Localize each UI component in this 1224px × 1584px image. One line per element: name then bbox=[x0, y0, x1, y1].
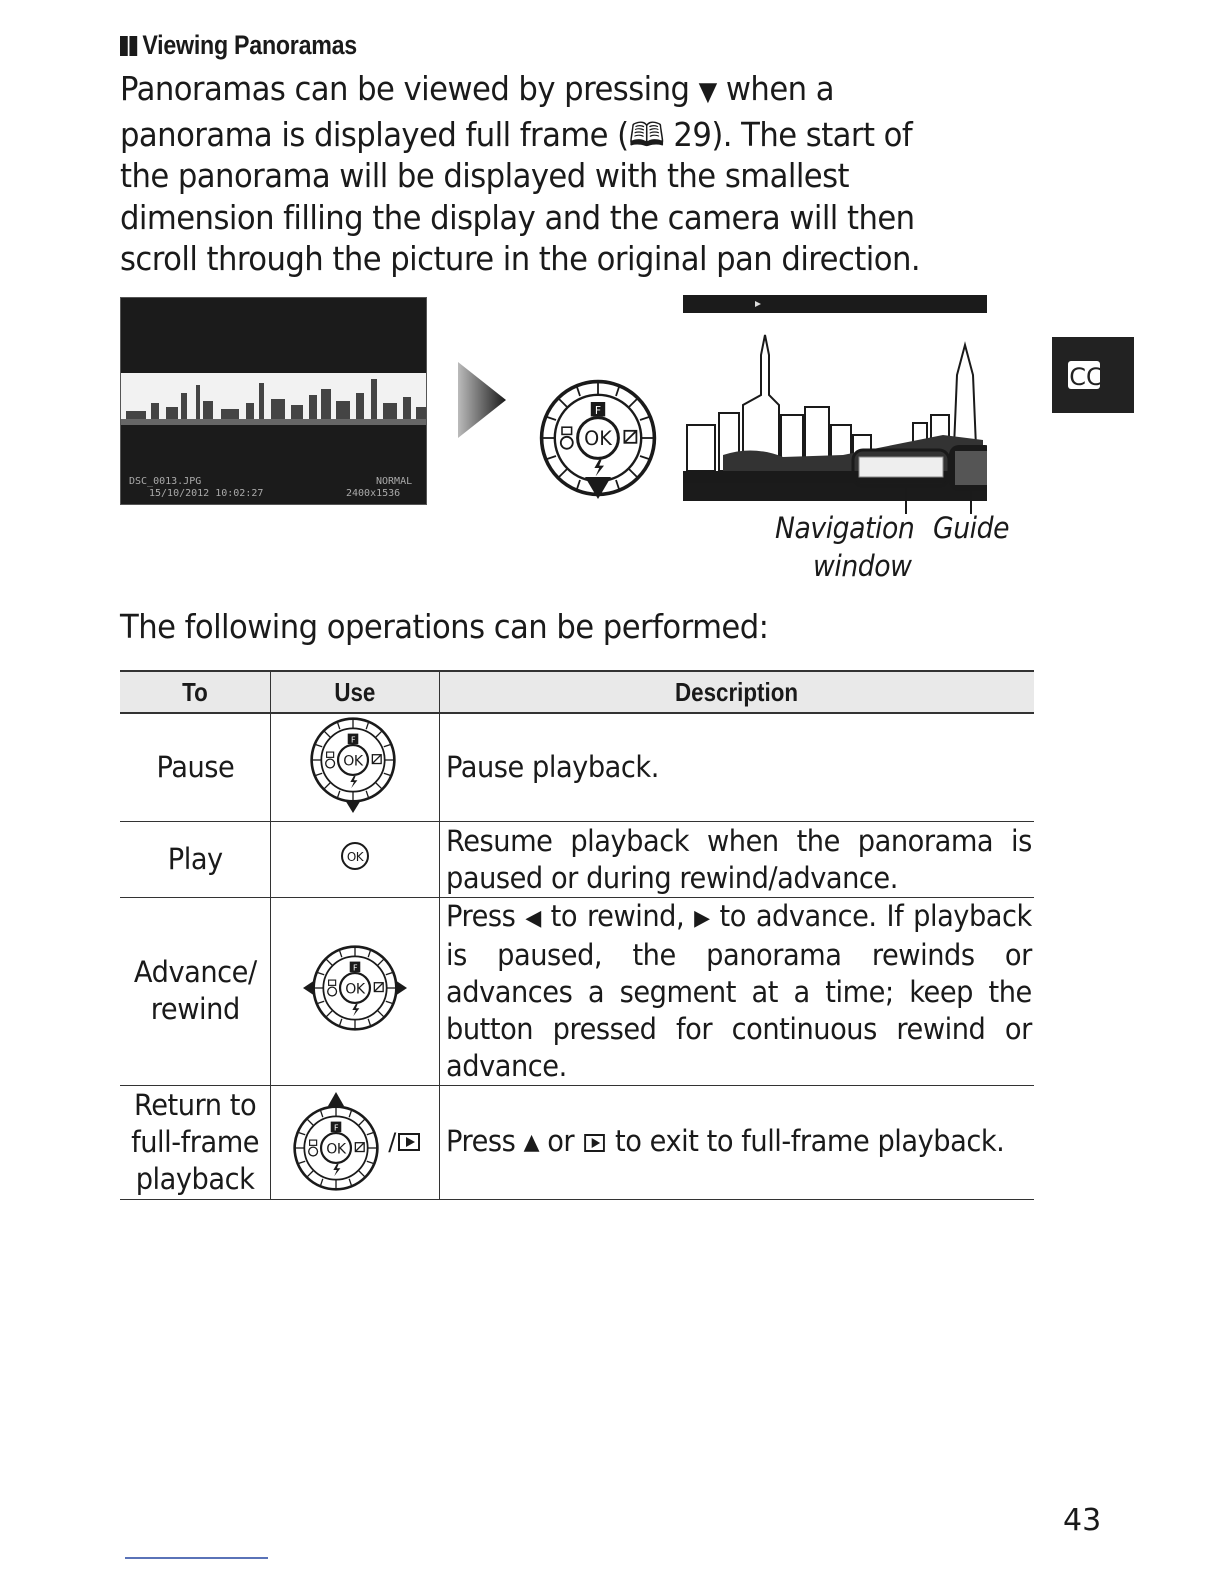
page-number: 43 bbox=[1063, 1503, 1102, 1538]
book-icon: 🕮 bbox=[628, 114, 665, 154]
table-row bbox=[120, 1085, 1034, 1199]
screen-info-size: 2400x1536 bbox=[346, 488, 401, 499]
intro-paragraph: Panoramas can be viewed by pressing ▼ when a panorama is displayed full frame (🕮 29). The start of the panorama will be displayed with the smallest dimension filling the display and the camera will then scroll through the picture in the original pan direction. bbox=[120, 69, 921, 278]
section-marker-icon bbox=[120, 36, 139, 56]
footer-rule bbox=[125, 1557, 268, 1559]
screen-info-date: 15/10/2012 10:02:27 bbox=[149, 488, 264, 499]
use-separator: / bbox=[388, 1128, 396, 1156]
row-description: Pause playback. bbox=[440, 713, 1035, 822]
ok-button-icon bbox=[340, 841, 370, 871]
flow-arrow-icon bbox=[458, 362, 506, 438]
right-arrow-icon: ▶ bbox=[694, 905, 710, 931]
table-row bbox=[120, 898, 1034, 1086]
caption-navigation: Navigation bbox=[775, 511, 915, 545]
screen-info-quality: NORMAL bbox=[376, 476, 413, 487]
multi-selector-left-right-icon bbox=[303, 938, 407, 1038]
svg-text:OK: OK bbox=[346, 850, 364, 864]
table-row bbox=[120, 713, 1034, 822]
row-use bbox=[271, 822, 440, 898]
operations-table bbox=[120, 670, 1034, 1200]
panorama-fullframe-screen bbox=[120, 297, 427, 505]
header-description: Description bbox=[440, 671, 1035, 713]
chapter-tab-label: CC bbox=[1069, 363, 1103, 391]
row-use bbox=[271, 1085, 440, 1199]
header-to: To bbox=[120, 671, 271, 713]
caption-window: window bbox=[813, 549, 912, 583]
row-description: Press ◀ to rewind, ▶ to advance. If playback is paused, the panorama rewinds or advances a segment at a time; keep the button pressed for continuous rewind or advance. bbox=[440, 898, 1035, 1086]
operations-intro: The following operations can be performed: bbox=[120, 607, 769, 646]
row-description: Resume playback when the panorama is paused or during rewind/advance. bbox=[440, 822, 1035, 898]
down-arrow-icon: ▼ bbox=[698, 77, 717, 107]
row-description: Press ▲ or to exit to full-frame playback. bbox=[440, 1085, 1035, 1199]
row-use bbox=[271, 898, 440, 1086]
table-header-row bbox=[120, 671, 1034, 713]
screen-info-filename: DSC_0013.JPG bbox=[129, 476, 202, 487]
row-to: Pause bbox=[120, 713, 271, 822]
chapter-tab bbox=[1052, 337, 1134, 413]
section-heading: Viewing Panoramas bbox=[120, 30, 357, 61]
table-row bbox=[120, 822, 1034, 898]
row-to: Return to full-frame playback bbox=[120, 1085, 271, 1199]
playback-button-icon bbox=[398, 1133, 420, 1151]
callout-line-guide bbox=[970, 487, 972, 514]
callout-line-nav bbox=[905, 487, 907, 514]
row-use bbox=[271, 713, 440, 822]
up-arrow-icon: ▲ bbox=[523, 1130, 540, 1156]
multi-selector-icon bbox=[535, 375, 661, 501]
row-to: Advance/ rewind bbox=[120, 898, 271, 1086]
playback-button-icon bbox=[584, 1134, 605, 1152]
multi-selector-down-icon bbox=[305, 714, 405, 814]
panorama-scroll-screen bbox=[683, 295, 987, 501]
panorama-skyline-image bbox=[121, 373, 426, 425]
row-to: Play bbox=[120, 822, 271, 898]
left-arrow-icon: ◀ bbox=[525, 905, 541, 931]
header-use: Use bbox=[271, 671, 440, 713]
multi-selector-up-icon bbox=[288, 1090, 388, 1194]
caption-guide: Guide bbox=[933, 511, 1010, 545]
